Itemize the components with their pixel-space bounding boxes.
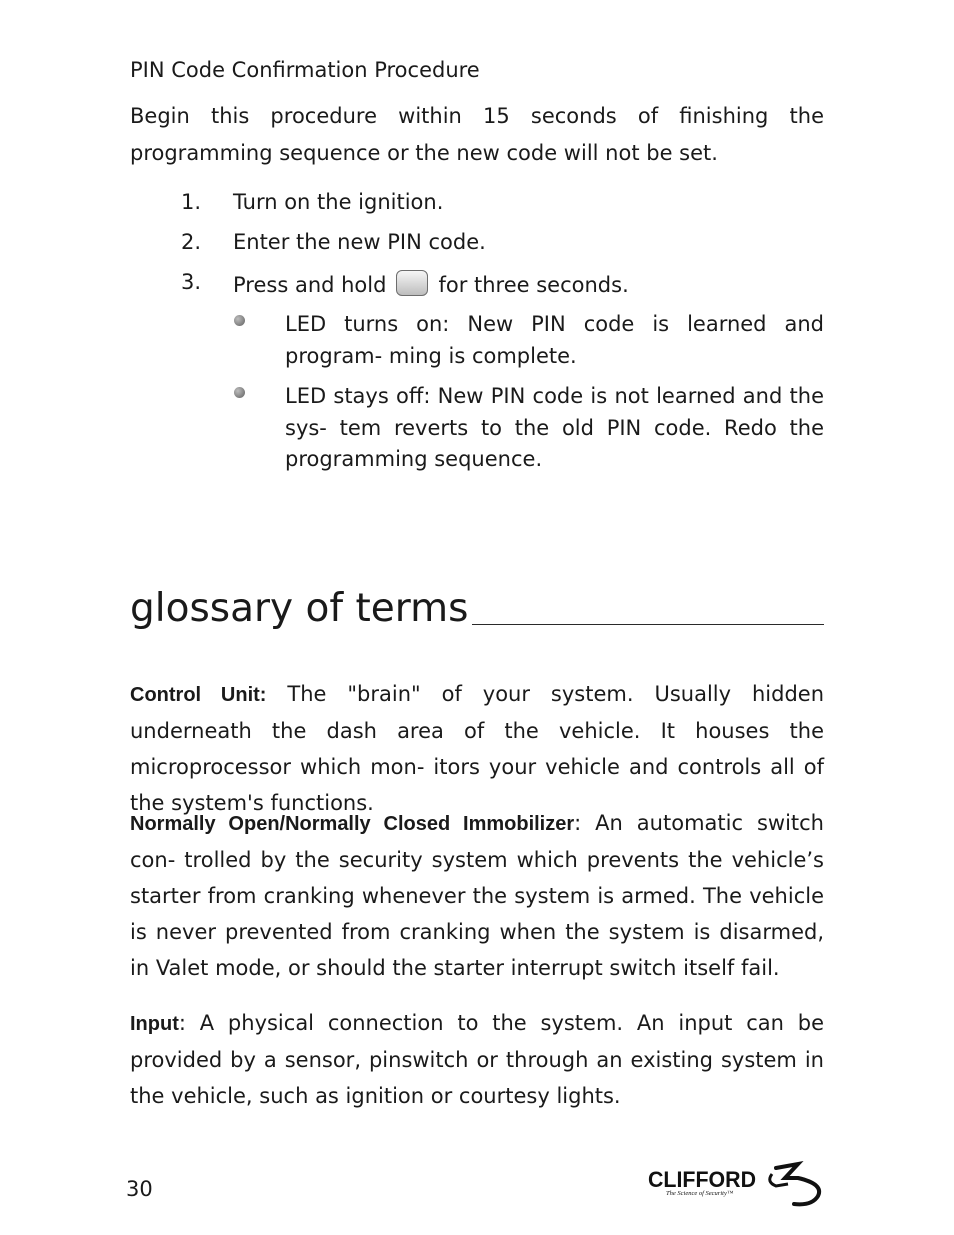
step-number: 2. (181, 230, 202, 254)
bullet-icon (234, 387, 245, 398)
step-number: 3. (181, 270, 202, 294)
step-text: Turn on the ignition. (233, 190, 444, 214)
remote-button-icon (396, 270, 428, 296)
glossary-entry-control-unit (130, 676, 824, 821)
step-text-before: Press and hold (233, 273, 387, 297)
step-text (233, 270, 629, 297)
term-definition: : A physical connection to the system. An input can be provided by a sensor, pinswitch or through an existing system in the vehicle, such as ignition or courtesy lights. (130, 1011, 824, 1108)
glossary-entry-input (130, 1005, 824, 1114)
step-text-after: for three seconds. (438, 273, 629, 297)
page-number: 30 (126, 1177, 153, 1201)
clifford-g5-logo (648, 1160, 828, 1210)
step-text: Enter the new PIN code. (233, 230, 486, 254)
bullet-led-on: LED turns on: New PIN code is learned and program- ming is complete. (285, 312, 824, 368)
term-name: Control Unit: (130, 684, 267, 706)
term-name: Normally Open/Normally Closed Immobilizer (130, 813, 575, 835)
glossary-entry-immobilizer (130, 805, 824, 986)
brand-tagline: The Science of Security™ (666, 1190, 734, 1197)
step-number: 1. (181, 190, 202, 214)
glossary-heading: glossary of terms (130, 586, 472, 631)
term-definition: : An automatic switch con- trolled by the security system which prevents the vehicle’s starter from cranking whenever the system is armed. The vehicle is never prevented from cranking when the system is disarmed, in Valet mode, or should the starter interrupt switch itself fail. (130, 811, 824, 980)
term-name: Input (130, 1013, 179, 1035)
procedure-intro: Begin this procedure within 15 seconds of finishing the programming sequence or the new code will not be set. (130, 104, 824, 165)
brand-name: CLIFFORD (648, 1167, 756, 1192)
term-definition: The "brain" of your system. Usually hidden underneath the dash area of the vehicle. It houses the microprocessor which mon- itors your vehicle and controls all of the system's functions. (130, 682, 824, 815)
procedure-title: PIN Code Confirmation Procedure (130, 58, 480, 82)
bullet-icon (234, 315, 245, 326)
bullet-led-off: LED stays off: New PIN code is not learned and the sys- tem reverts to the old PIN code. Redo the programming sequence. (285, 384, 824, 471)
